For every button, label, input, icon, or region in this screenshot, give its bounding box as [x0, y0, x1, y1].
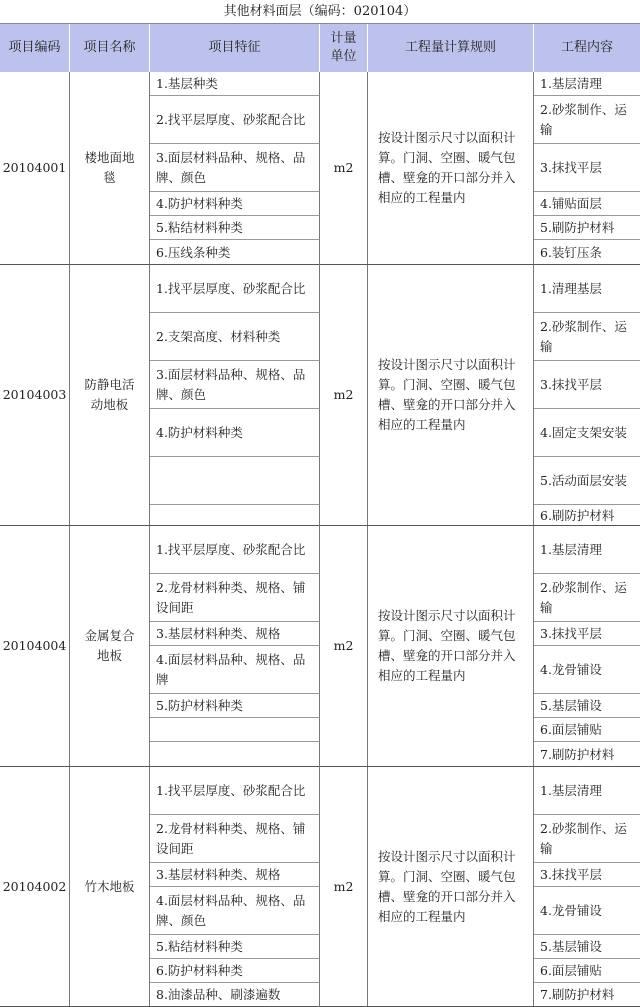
item-name: 竹木地板	[70, 767, 150, 1006]
feature-item: 1.基层种类	[150, 72, 320, 96]
feature-item: 3.面层材料品种、规格、品牌、颜色	[150, 144, 320, 192]
feature-item: 2.龙骨材料种类、规格、铺设间距	[150, 815, 320, 863]
feature-item: 4.面层材料品种、规格、品牌、颜色	[150, 887, 320, 935]
calculation-rule: 按设计图示尺寸以面积计算。门洞、空圈、暖气包槽、壁龛的开口部分并入相应的工程量内	[368, 767, 534, 1006]
header-features: 项目特征	[150, 24, 320, 72]
work-item: 4.龙骨铺设	[534, 646, 640, 694]
feature-item: 2.支架高度、材料种类	[150, 313, 320, 361]
feature-item: 2.龙骨材料种类、规格、铺设间距	[150, 574, 320, 622]
work-item: 7.刷防护材料	[540, 987, 615, 1002]
work-item: 2.砂浆制作、运输	[534, 313, 640, 361]
item-code: 20104003	[0, 265, 70, 525]
feature-item: 3.基层材料种类、规格	[150, 622, 320, 646]
work-item: 1.基层清理	[534, 526, 640, 574]
feature-item: 5.防护材料种类	[150, 694, 320, 718]
feature-item: 4.防护材料种类	[150, 192, 320, 216]
item-code: 20104001	[0, 72, 70, 264]
work-item: 1.清理基层	[534, 265, 640, 313]
feature-item: 1.找平层厚度、砂浆配合比	[150, 526, 320, 574]
work-item: 6.装钉压条	[540, 244, 602, 260]
feature-item: 3.基层材料种类、规格	[150, 863, 320, 887]
work-item: 5.基层铺设	[534, 935, 640, 959]
table-row-group	[0, 265, 640, 526]
table-row-group	[0, 526, 640, 767]
item-name: 楼地面地毯	[70, 72, 150, 264]
feature-item: 6.防护材料种类	[150, 959, 320, 983]
work-item: 1.基层清理	[534, 767, 640, 815]
feature-item: 4.面层材料品种、规格、品牌	[150, 646, 320, 694]
feature-item: 8.油漆品种、刷漆遍数	[150, 983, 320, 1007]
work-item: 4.固定支架安装	[534, 409, 640, 457]
work-item: 3.抹找平层	[534, 622, 640, 646]
work-item: 5.基层铺设	[534, 694, 640, 718]
unit-of-measure: m2	[320, 72, 368, 264]
feature-item: 2.找平层厚度、砂浆配合比	[150, 96, 320, 144]
work-item: 5.刷防护材料	[534, 216, 640, 240]
item-name: 防静电活动地板	[70, 265, 150, 525]
feature-item: 1.找平层厚度、砂浆配合比	[150, 265, 320, 313]
item-code: 20104002	[0, 767, 70, 1006]
work-item: 5.活动面层安装	[534, 457, 640, 505]
work-item: 2.砂浆制作、运输	[534, 96, 640, 144]
work-item: 4.龙骨铺设	[534, 887, 640, 935]
work-item: 3.抹找平层	[534, 863, 640, 887]
work-item: 2.砂浆制作、运输	[534, 574, 640, 622]
unit-of-measure: m2	[320, 265, 368, 525]
feature-item	[150, 457, 320, 505]
item-name: 金属复合地板	[70, 526, 150, 766]
table-row-group	[0, 767, 640, 1007]
unit-of-measure: m2	[320, 526, 368, 766]
calculation-rule: 按设计图示尺寸以面积计算。门洞、空圈、暖气包槽、壁龛的开口部分并入相应的工程量内	[368, 72, 534, 264]
calculation-rule: 按设计图示尺寸以面积计算。门洞、空圈、暖气包槽、壁龛的开口部分并入相应的工程量内	[368, 265, 534, 525]
table-row-group	[0, 72, 640, 265]
feature-item	[150, 718, 320, 742]
work-item: 3.抹找平层	[534, 144, 640, 192]
work-item: 6.面层铺贴	[534, 959, 640, 983]
unit-of-measure: m2	[320, 767, 368, 1006]
feature-item: 5.粘结材料种类	[150, 935, 320, 959]
feature-item: 3.面层材料品种、规格、品牌、颜色	[150, 361, 320, 409]
feature-item: 1.找平层厚度、砂浆配合比	[150, 767, 320, 815]
work-item: 6.面层铺贴	[534, 718, 640, 742]
work-item: 7.刷防护材料	[540, 746, 615, 762]
feature-item: 5.粘结材料种类	[150, 216, 320, 240]
work-item: 6.刷防护材料	[540, 507, 615, 523]
feature-item: 4.防护材料种类	[150, 409, 320, 457]
work-item: 2.砂浆制作、运输	[534, 815, 640, 863]
feature-item: 6.压线条种类	[150, 240, 320, 265]
table-title: 其他材料面层（编码：020104）	[0, 0, 640, 24]
item-code: 20104004	[0, 526, 70, 766]
header-name: 项目名称	[70, 24, 150, 72]
header-code: 项目编码	[0, 24, 70, 72]
header-rule: 工程量计算规则	[368, 24, 534, 72]
feature-item	[150, 505, 320, 526]
header-work: 工程内容	[534, 24, 640, 72]
work-item: 4.铺贴面层	[534, 192, 640, 216]
calculation-rule: 按设计图示尺寸以面积计算。门洞、空圈、暖气包槽、壁龛的开口部分并入相应的工程量内	[368, 526, 534, 766]
header-unit: 计量单位	[320, 24, 368, 72]
work-item: 3.抹找平层	[534, 361, 640, 409]
work-item: 1.基层清理	[534, 72, 640, 96]
feature-item	[150, 742, 320, 767]
